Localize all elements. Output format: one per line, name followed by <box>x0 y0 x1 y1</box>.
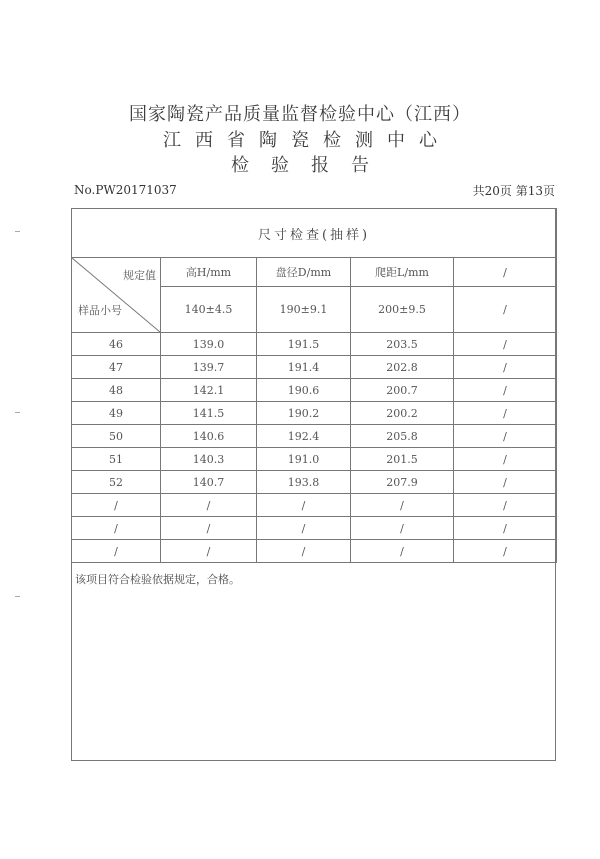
table-cell: 140.7 <box>161 471 257 494</box>
table-cell: / <box>454 494 557 517</box>
header-empty: / <box>454 258 557 287</box>
table-cell: 47 <box>72 356 161 379</box>
table-cell: 200.2 <box>351 402 454 425</box>
spec-creepage: 200±9.5 <box>351 287 454 333</box>
dimension-table <box>71 208 557 563</box>
table-cell: 51 <box>72 448 161 471</box>
margin-mark <box>15 412 20 413</box>
table-cell: / <box>454 448 557 471</box>
margin-mark <box>15 596 20 597</box>
table-cell: 140.3 <box>161 448 257 471</box>
table-row <box>72 333 557 356</box>
table-cell: / <box>454 379 557 402</box>
report-title: 检验报告 <box>231 155 391 176</box>
corner-label-spec: 规定值 <box>123 269 156 282</box>
table-cell: / <box>72 540 161 563</box>
table-cell: 142.1 <box>161 379 257 402</box>
table-cell: 190.2 <box>257 402 351 425</box>
spec-height: 140±4.5 <box>161 287 257 333</box>
table-cell: / <box>72 494 161 517</box>
table-title: 尺寸检查(抽样) <box>72 209 557 258</box>
table-cell: / <box>454 425 557 448</box>
table-cell: 50 <box>72 425 161 448</box>
table-row <box>72 425 557 448</box>
header-creepage: 爬距L/mm <box>351 258 454 287</box>
table-cell: 139.0 <box>161 333 257 356</box>
table-cell: 191.0 <box>257 448 351 471</box>
table-cell: 141.5 <box>161 402 257 425</box>
table-cell: / <box>454 333 557 356</box>
table-cell: / <box>454 540 557 563</box>
table-row <box>72 448 557 471</box>
table-cell: 207.9 <box>351 471 454 494</box>
table-cell: 49 <box>72 402 161 425</box>
table-cell: 52 <box>72 471 161 494</box>
page-info: 共20页 第13页 <box>472 184 555 198</box>
table-cell: / <box>351 517 454 540</box>
table-cell: / <box>161 517 257 540</box>
table-cell: 140.6 <box>161 425 257 448</box>
report-number: No.PW20171037 <box>74 183 177 197</box>
table-row <box>72 402 557 425</box>
table-cell: / <box>257 494 351 517</box>
margin-mark <box>15 231 20 232</box>
table-cell: 46 <box>72 333 161 356</box>
table-row <box>72 356 557 379</box>
conclusion-text: 该项目符合检验依据规定，合格。 <box>75 573 240 586</box>
table-cell: / <box>351 494 454 517</box>
table-cell: / <box>257 540 351 563</box>
table-cell: / <box>161 494 257 517</box>
header-height: 高H/mm <box>161 258 257 287</box>
table-cell: 48 <box>72 379 161 402</box>
table-cell: 205.8 <box>351 425 454 448</box>
table-row <box>72 379 557 402</box>
table-cell: 192.4 <box>257 425 351 448</box>
table-cell: 191.5 <box>257 333 351 356</box>
table-cell: / <box>454 471 557 494</box>
table-cell: 139.7 <box>161 356 257 379</box>
table-row <box>72 471 557 494</box>
table-cell: 190.6 <box>257 379 351 402</box>
spec-empty: / <box>454 287 557 333</box>
table-cell: / <box>454 356 557 379</box>
center-subname: 江西省陶瓷检测中心 <box>163 130 451 151</box>
corner-cell <box>72 258 161 333</box>
table-row <box>72 494 557 517</box>
table-cell: / <box>161 540 257 563</box>
spec-diameter: 190±9.1 <box>257 287 351 333</box>
table-cell: 193.8 <box>257 471 351 494</box>
table-cell: 202.8 <box>351 356 454 379</box>
header-diameter: 盘径D/mm <box>257 258 351 287</box>
corner-label-sample: 样品小号 <box>78 304 122 317</box>
table-cell: 203.5 <box>351 333 454 356</box>
table-cell: / <box>454 517 557 540</box>
table-cell: / <box>72 517 161 540</box>
table-cell: 201.5 <box>351 448 454 471</box>
table-cell: 191.4 <box>257 356 351 379</box>
table-cell: / <box>351 540 454 563</box>
table-cell: / <box>257 517 351 540</box>
table-cell: / <box>454 402 557 425</box>
center-name: 国家陶瓷产品质量监督检验中心（江西） <box>129 104 471 125</box>
table-row <box>72 540 557 563</box>
table-row <box>72 517 557 540</box>
table-cell: 200.7 <box>351 379 454 402</box>
